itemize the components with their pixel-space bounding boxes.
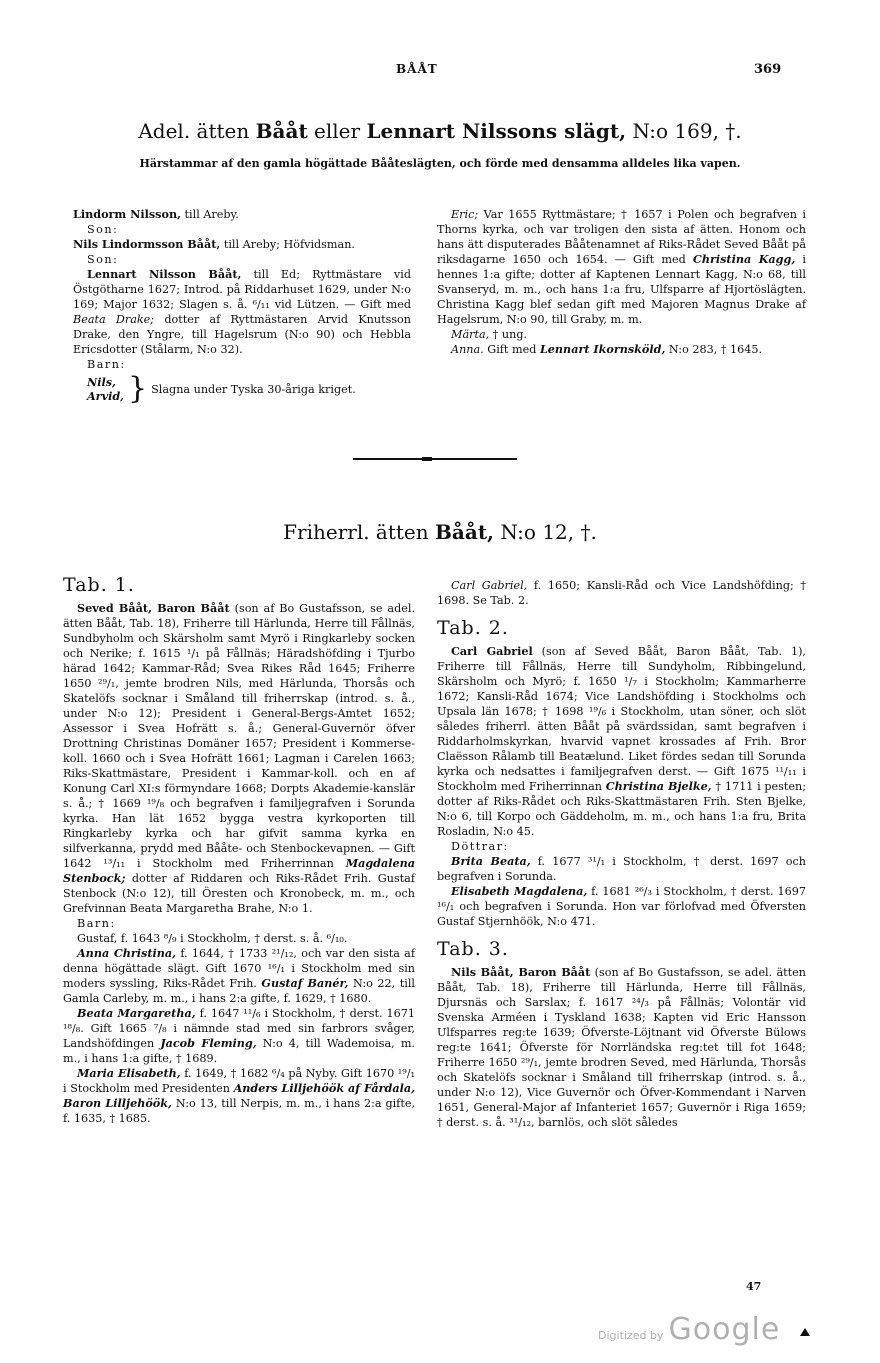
title-mid: eller (314, 119, 361, 143)
child-name: Elisabeth Magdalena, (451, 884, 588, 898)
running-head (0, 62, 880, 80)
child-text: f. 1647 ¹¹/₆ i Stockholm, † derst. 1671 ¹⁸/₈. Gift 1665 ⁷/₈ i nämnde stad med sin farbrors svåger, Landshöfdingen (63, 1007, 415, 1050)
person-text: till Areby. (180, 208, 239, 221)
person-name: Seved Bååt, Baron Bååt (77, 601, 230, 615)
person-name: Anna. (451, 343, 484, 356)
person-text: Var 1655 Ryttmästare; † 1657 i Polen och begrafven i Thorns kyrka, och var troligen den sista af ätten. Honom och hans ätt disputerades Bååtenamnet af Riks-Rådet Seved Bååt på riksdagarne 1650 och 1654. — Gift med (437, 208, 806, 266)
section-subtitle: Härstammar af den gamla högättade Bååteslägten, och förde med densamma alldeles lika vapen. (139, 157, 741, 170)
page-number: 369 (754, 62, 782, 77)
tab-heading: Tab. 2. (437, 617, 509, 639)
tab2-tab3-column (437, 578, 806, 1130)
divider-ornament (422, 457, 432, 461)
spouse-name: Anders Lilljehöök af Fårdala, Baron Lilljehöök, (63, 1081, 415, 1110)
child-text: f. 1681 ²⁶/₃ i Stockholm, † derst. 1697 ¹⁶/₁ och begrafven i Sorunda. Hon var förlofvad med Öfversten Gustaf Stjernhöök, N:o 471. (437, 885, 806, 928)
spouse-name: Jacob Fleming, (160, 1036, 257, 1050)
person-name: Eric; (451, 208, 479, 221)
child-text: f. 1644, † 1733 ²¹/₁₂, och var den sista af denna högättade slägt. Gift 1670 ¹⁶/₁ i Stockholm med sin moders syssling, Riks-Rådet Frih. (63, 947, 415, 990)
google-watermark (598, 1312, 780, 1347)
title-prefix: Adel. ätten (138, 119, 250, 143)
corner-mark-icon (800, 1328, 810, 1336)
dottrar-label: Döttrar: (451, 840, 509, 853)
person-name: Lindorm Nilsson, (73, 207, 181, 221)
tab1-column (63, 574, 416, 1126)
spouse-name: Lennart Ikornsköld, (539, 342, 666, 356)
title-name: Bååt, (435, 520, 495, 544)
child-text: N:o 22, till Gamla Carleby, m. m., i hans 2:a gifte, f. 1629, † 1680. (63, 977, 415, 1005)
brace-names (87, 375, 124, 403)
person-text: till Ed; Ryttmästare vid Östgötharne 1627; Introd. på Riddarhuset 1629, under N:o 169; Major 1632; Slagen s. å. ⁶/₁₁ vid Lützen. — Gift med (73, 268, 411, 311)
child-name: Nils, (87, 375, 116, 389)
brace-group (73, 371, 411, 406)
section-title-adel (0, 118, 880, 144)
tab-heading: Tab. 1. (63, 574, 135, 596)
person-text: i hennes 1:a gifte; dotter af Kaptenen Lennart Kagg, N:o 68, till Svanseryd, m. m., och hans 1:a fru, Ulfsparre af Hjortöslägten. Christina Kagg blef sedan gift med Majoren Magnus Drake af Hagelsrum, N:o 90, till Graby, m. m. (437, 253, 806, 326)
person-text: Gift med (483, 343, 540, 356)
barn-label: Barn: (77, 917, 116, 930)
spouse-name: Christina Bjelke, (605, 779, 712, 793)
person-name: Lennart Nilsson Bååt, (87, 267, 242, 281)
child-name: Carl Gabriel, (451, 579, 528, 592)
son-label: Son: (87, 223, 119, 236)
adel-right-column (437, 207, 806, 357)
person-name: Carl Gabriel (451, 644, 533, 658)
spouse-name: Gustaf Banér, (261, 976, 349, 990)
child-entry: Gustaf, f. 1643 ⁸/₉ i Stockholm, † derst. s. å. ⁶/₁₀. (77, 932, 348, 945)
person-text: N:o 283, † 1645. (665, 343, 763, 356)
watermark-brand: Google (668, 1312, 781, 1347)
person-text: (son af Bo Gustafsson, se adel. ätten Bååt, Tab. 18), Friherre till Härlunda, Herre till Fållnäs, Djursnäs och Sarslax; f. 1617 ²⁴/₃ på Fållnäs; Volontär vid Svenska Arméen i Tyskland 1638; Kapten vid Eric Hansson Ulfsparres reg:te 1639; Öfverste-Löjtnant vid Öfverste Bülows reg:te 1641; Öfverste för Norrländska reg:tet till fot 1648; Friherre 1650 ²⁹/₁, jemte brodren Seved, med Härlunda, Thorsås och Skatelöfs socknar i Småland till friherrskap (introd. s. å., under N:o 12), Vice Guvernör och Öfver-Kommendant i Narven 1651, General-Major af Infanteriet 1657; Guvernör i Riga 1659; † derst. s. å. ³¹/₁₂, barnlös, och slöt således (437, 966, 807, 1129)
title-name-2: Lennart Nilssons slägt, (366, 119, 627, 143)
person-name: Nils Bååt, Baron Bååt (451, 965, 591, 979)
child-text: f. 1677 ³¹/₁ i Stockholm, † derst. 1697 och begrafven i Sorunda. (437, 855, 807, 883)
spouse-name: Christina Kagg, (692, 252, 796, 266)
person-text: till Areby; Höfvidsman. (220, 238, 355, 251)
child-name: Arvid, (87, 389, 125, 403)
person-name: Märta, (451, 328, 490, 341)
person-text: (son af Bo Gustafsson, se adel. ätten Bååt, Tab. 18), Friherre till Härlunda, Herre till Fållnäs, Sundbyholm och Skärsholm samt Myrö i Ringkarleby socken och Nerike; f. 1615 ¹/₁ på Fållnäs; Häradshöfding i Tjurbo härad 1642; Kammar-Råd; Svea Rikes Råd 1645; Friherre 1650 ²⁹/₁, jemte brodren Nils, med Härlunda, Thorsås och Skatelöfs socknar i Småland till friherrskap (introd. s. å., under N:o 12); President i General-Bergs-Amtet 1652; Assessor i Svea Hofrätt s. å.; General-Guvernör öfver Drottning Christinas Domäner 1657; President i Kommerse-koll. 1660 och i Svea Hofrätt 1661; Lagman i Carelen 1663; Riks-Skattmästare, President i Kammar-koll. och en af Konung Carl XI:s förmyndare 1668; Dorpts Akademie-kanslär s. å.; † 1669 ¹⁹/₈ och begrafven i familjegrafven i Sorunda kyrka. Han lät 1652 bygga vestra kyrkoporten till Ringkarleby kyrka och har gifvit samma kyrka en silfverkanna, prydd med Bååte- och Stenbockevapnen. — Gift 1642 ¹³/₁₁ i Stockholm med Friherrinnan (63, 602, 415, 870)
spouse-name: Beata Drake; (73, 313, 155, 326)
tab-heading: Tab. 3. (437, 938, 509, 960)
spouse-name: Magdalena Stenbock; (63, 856, 415, 885)
title-suffix: N:o 12, †. (500, 520, 597, 544)
brace-icon: } (128, 371, 148, 406)
title-name: Bååt (255, 119, 308, 143)
adel-left-column (73, 207, 411, 404)
person-text: † ung. (489, 328, 528, 341)
child-name: Maria Elisabeth, (77, 1066, 181, 1080)
person-text: dotter af Ryttmästaren Arvid Knutsson Drake, den Yngre, till Hagelsrum (N:o 90) och Hebbla Ericsdotter (Stålarm, N:o 32). (73, 313, 411, 356)
child-name: Anna Christina, (77, 946, 177, 960)
section-title-friherrl (0, 519, 880, 545)
barn-label: Barn: (87, 358, 126, 371)
running-title: BÅÅT (396, 62, 438, 76)
child-text: f. 1649, † 1682 ⁶/₄ på Nyby. Gift 1670 ¹⁹/₁ i Stockholm med Presidenten (63, 1067, 416, 1095)
title-prefix: Friherrl. ätten (283, 520, 429, 544)
section-divider (353, 458, 517, 460)
catchword: 47 (746, 1280, 762, 1293)
watermark-prefix: Digitized by (598, 1329, 664, 1342)
child-name: Brita Beata, (451, 854, 531, 868)
child-name: Beata Margaretha, (77, 1006, 196, 1020)
son-label: Son: (87, 253, 119, 266)
child-text: N:o 13, till Nerpis, m. m., i hans 2:a gifte, f. 1635, † 1685. (63, 1097, 415, 1125)
person-text: dotter af Riddaren och Riks-Rådet Frih. Gustaf Stenbock (N:o 12), till Öresten och Kronobeck, m. m., och Grefvinnan Beata Margaretha Brahe, N:o 1. (63, 872, 415, 915)
child-text: f. 1650; Kansli-Råd och Vice Landshöfding; † 1698. Se Tab. 2. (437, 579, 806, 607)
child-text: N:o 4, till Wademoisa, m. m., i hans 1:a gifte, † 1689. (63, 1037, 415, 1065)
title-suffix: N:o 169, †. (632, 119, 742, 143)
person-name: Nils Lindormsson Bååt, (73, 237, 221, 251)
brace-text: Slagna under Tyska 30-åriga kriget. (151, 382, 356, 396)
person-text: (son af Seved Bååt, Baron Bååt, Tab. 1), Friherre till Fållnäs, Herre till Sundyholm, Ribbingelund, Skärsholm och Myrö; f. 1650 ¹/₇ i Stockholm; Kammarherre 1672; Kansli-Råd 1674; Vice Landshöfding i Stockholms och Upsala län 1678; † 1698 ¹⁹/₆ i Stockholm, utan söner, och slöt således friherrl. ätten Bååt på svärdssidan, samt begrafven i Riddarholmskyrkan, hvarvid vapnet krossades af Frih. Bror Claësson Rålamb till Beatælund. Liket fördes sedan till Sorunda kyrka och nedsattes i familjegrafven derst. — Gift 1675 ¹¹/₁₁ i Stockholm med Friherrinnan (437, 645, 806, 793)
person-text: † 1711 i pesten; dotter af Riks-Rådet och Riks-Skattmästaren Frih. Sten Bjelke, N:o 6, till Korpo och Gäddeholm, m. m., och hans 1:a fru, Brita Rosladin, N:o 45. (437, 780, 807, 838)
